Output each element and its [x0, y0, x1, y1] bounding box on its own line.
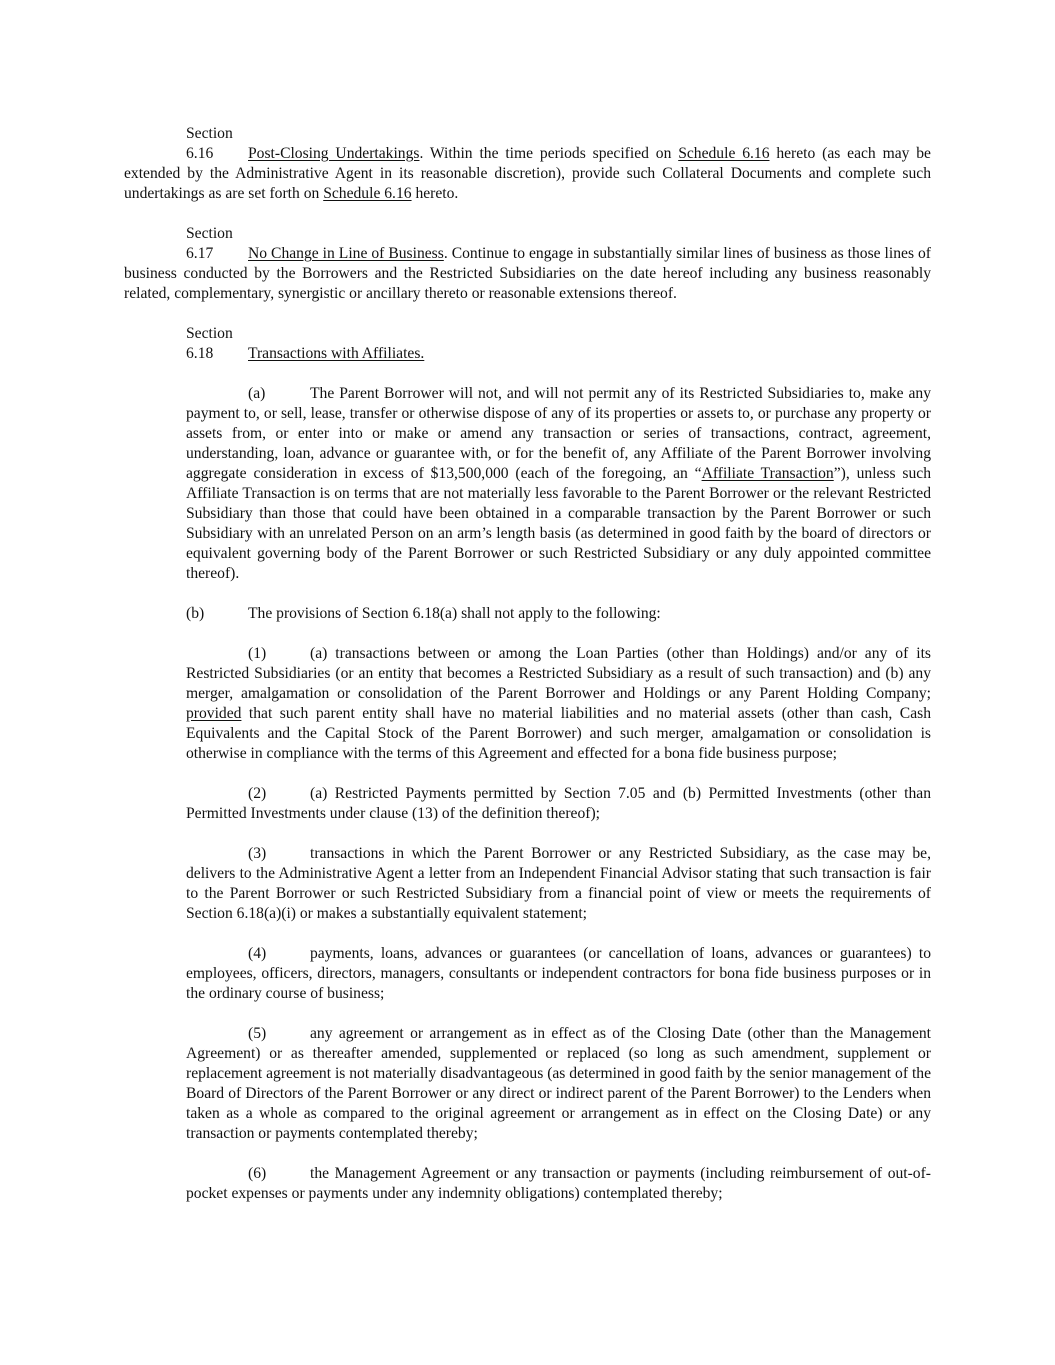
item-marker: (6)	[248, 1165, 267, 1182]
list-item: (5) any agreement or arrangement as in effect as of the Closing Date (other than the Management Agreement) or as thereafter amended, supplemented or replaced (so long as such amendment, supplement or replacement agreement is not materially disadvantageous (as determined in good faith by the senior management of the Board of Directors of the Parent Borrower or any direct or indirect parent of the Parent Borrower) to the Lenders when taken as a whole as compared to the original agreement or arrangement as in effect on the Closing Date) or any transaction or payments contemplated thereby;	[186, 1025, 931, 1142]
list-item: (3) transactions in which the Parent Borrower or any Restricted Subsidiary, as the case may be, delivers to the Administrative Agent a letter from an Independent Financial Advisor stating that such transaction is fair to the Parent Borrower or such Restricted Subsidiary from a financial point of view or meets the requirements of Section 6.18(a)(i) or makes a substantially equivalent statement;	[186, 845, 931, 922]
section-title: Transactions with Affiliates.	[248, 345, 425, 362]
clause-marker: (b)	[186, 605, 205, 622]
section-label: Section 6.16	[186, 125, 233, 162]
item-marker: (4)	[248, 945, 267, 962]
schedule-reference: Schedule 6.16	[323, 185, 412, 202]
section-label: Section 6.17	[186, 225, 233, 262]
proviso-term: provided	[186, 705, 242, 722]
item-marker: (5)	[248, 1025, 267, 1042]
list-item: (6) the Management Agreement or any transaction or payments (including reimbursement of out-of-pocket expenses or payments under any indemnity obligations) contemplated thereby;	[186, 1165, 931, 1202]
defined-term: Affiliate Transaction	[701, 465, 834, 482]
section-6-16: Section 6.16 Post-Closing Undertakings. Within the time periods specified on Schedule 6.16 hereto (as each may be extended by the Administrative Agent in its reasonable discretion), provide such Collateral Documents and complete such undertakings as are set forth on Schedule 6.16 hereto.	[124, 125, 931, 202]
list-item: (2) (a) Restricted Payments permitted by Section 7.05 and (b) Permitted Investments (other than Permitted Investments under clause (13) of the definition thereof);	[186, 785, 931, 822]
list-item: (4) payments, loans, advances or guarantees (or cancellation of loans, advances or guarantees) to employees, officers, directors, managers, consultants or independent contractors for bona fide business purposes or in the ordinary course of business;	[186, 945, 931, 1002]
section-label: Section 6.18	[186, 325, 233, 362]
clause-a: (a) The Parent Borrower will not, and will not permit any of its Restricted Subsidiaries to, make any payment to, or sell, lease, transfer or otherwise dispose of any of its properties or assets to, or purchase any property or assets from, or enter into or make or amend any transaction or series of transactions, contract, agreement, understanding, loan, advance or guarantee with, or for the benefit of, any Affiliate of the Parent Borrower involving aggregate consideration in excess of $13,500,000 (each of the foregoing, an “Affiliate Transaction”), unless such Affiliate Transaction is on terms that are not materially less favorable to the Parent Borrower or the relevant Restricted Subsidiary than those that could have been obtained in a comparable transaction by the Parent Borrower or such Subsidiary with an unrelated Person on an arm’s length basis (as determined in good faith by the board of directors or equivalent governing body of the Parent Borrower or such Restricted Subsidiary or any duly appointed committee thereof).	[186, 385, 931, 582]
item-marker: (1)	[248, 645, 267, 662]
section-title: No Change in Line of Business	[248, 245, 444, 262]
section-title: Post-Closing Undertakings	[248, 145, 420, 162]
schedule-reference: Schedule 6.16	[678, 145, 770, 162]
list-item: (1) (a) transactions between or among the Loan Parties (other than Holdings) and/or any of its Restricted Subsidiaries (or an entity that becomes a Restricted Subsidiary as a result of such transaction) and (b) any merger, amalgamation or consolidation of the Parent Borrower and Holdings or any Parent Holding Company; provided that such parent entity shall have no material liabilities and no material assets (other than cash, Cash Equivalents and the Capital Stock of the Parent Borrower) and such merger, amalgamation or consolidation is otherwise in compliance with the terms of this Agreement and effected for a bona fide business purpose;	[186, 645, 931, 762]
clause-b: (b) The provisions of Section 6.18(a) shall not apply to the following:	[186, 605, 661, 622]
section-6-17: Section 6.17 No Change in Line of Business. Continue to engage in substantially similar lines of business as those lines of business conducted by the Borrowers and the Restricted Subsidiaries on the date hereof including any business reasonably related, complementary, synergistic or ancillary thereto or reasonable extensions thereof.	[124, 225, 931, 302]
item-marker: (2)	[248, 785, 267, 802]
item-marker: (3)	[248, 845, 267, 862]
section-6-18-heading	[186, 324, 931, 364]
clause-marker: (a)	[248, 385, 266, 402]
document-page	[124, 124, 931, 1224]
